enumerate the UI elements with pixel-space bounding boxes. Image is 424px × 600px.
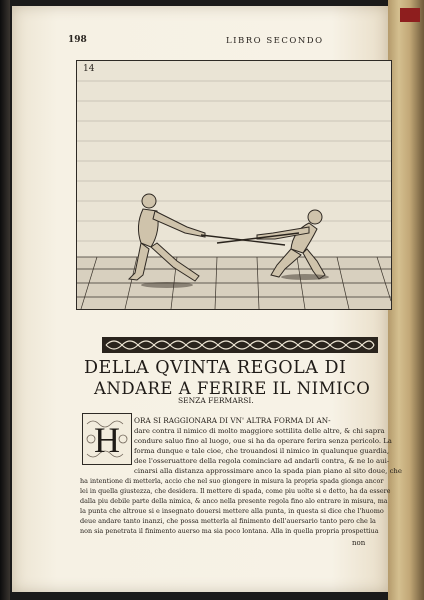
body-line-1: ORA SI RAGGIONARA DI VN' ALTRA FORMA DI AN- [134, 416, 331, 425]
ornamental-band [102, 337, 378, 353]
body-line-3: condure saluo fino al luogo, oue si ha da operare ferira senza pericolo. La [134, 437, 392, 445]
body-line-11: deue andare tanto inanzi, che possa metterla al finimento dell'auersario tanto pero che la [80, 517, 376, 525]
crossed-swords [201, 233, 299, 245]
book-gutter [0, 0, 10, 600]
chapter-title-line2: ANDARE A FERIRE IL NIMICO [94, 379, 371, 398]
body-line-7: ha intentione di metterla, accio che nel suo giongere in misura la propria spada gionga ancor [80, 477, 384, 485]
svg-text:H: H [94, 420, 120, 460]
initial-h-ornament [83, 414, 131, 464]
page-number: 198 [68, 35, 87, 45]
chapter-title-line1: DELLA QVINTA REGOLA DI [84, 358, 347, 378]
body-line-2: dare contra il nimico di molto maggiore sottilita delle altre, & chi sapra [134, 427, 385, 435]
ornament-pattern [102, 337, 378, 353]
body-line-6: cinarsi alla distanza approssimare anco la spada pian piano al sito doue, che [134, 467, 402, 475]
engraving-illustration [77, 61, 391, 309]
decorated-initial-h [82, 413, 132, 465]
body-line-12: non sia penetrata il finimento auerso ma sia poco lontana. Alla in quella propria prospettiua [80, 527, 379, 535]
chapter-subtitle: SENZA FERMARSI. [178, 396, 254, 405]
catchword: non [352, 539, 366, 547]
bookmark-ribbon [400, 8, 420, 22]
plate-number: 14 [83, 64, 95, 74]
body-line-9: dalla piu debile parte della nimica, & anco nella presente regola fino alo entrare in misura, ma [80, 497, 388, 505]
body-line-8: lei in quella giustezza, che desidera. Il mettere di spada, come piu uolte si e detto, ha da essere [80, 487, 391, 495]
body-line-4: forma dunque e tale cioe, che trouandosi il nimico in qualunque guardia, [134, 447, 390, 455]
running-head: LIBRO SECONDO [226, 36, 324, 46]
fencing-engraving [76, 60, 392, 310]
body-line-10: la punta che altroue si e insegnato douersi mettere alla punta, in questa si dice che l'huomo [80, 507, 384, 515]
body-line-5: dee l'osseruattore della regola cominciare ad andarli contra, & ne lo aui- [134, 457, 390, 465]
page-edges [388, 0, 424, 600]
